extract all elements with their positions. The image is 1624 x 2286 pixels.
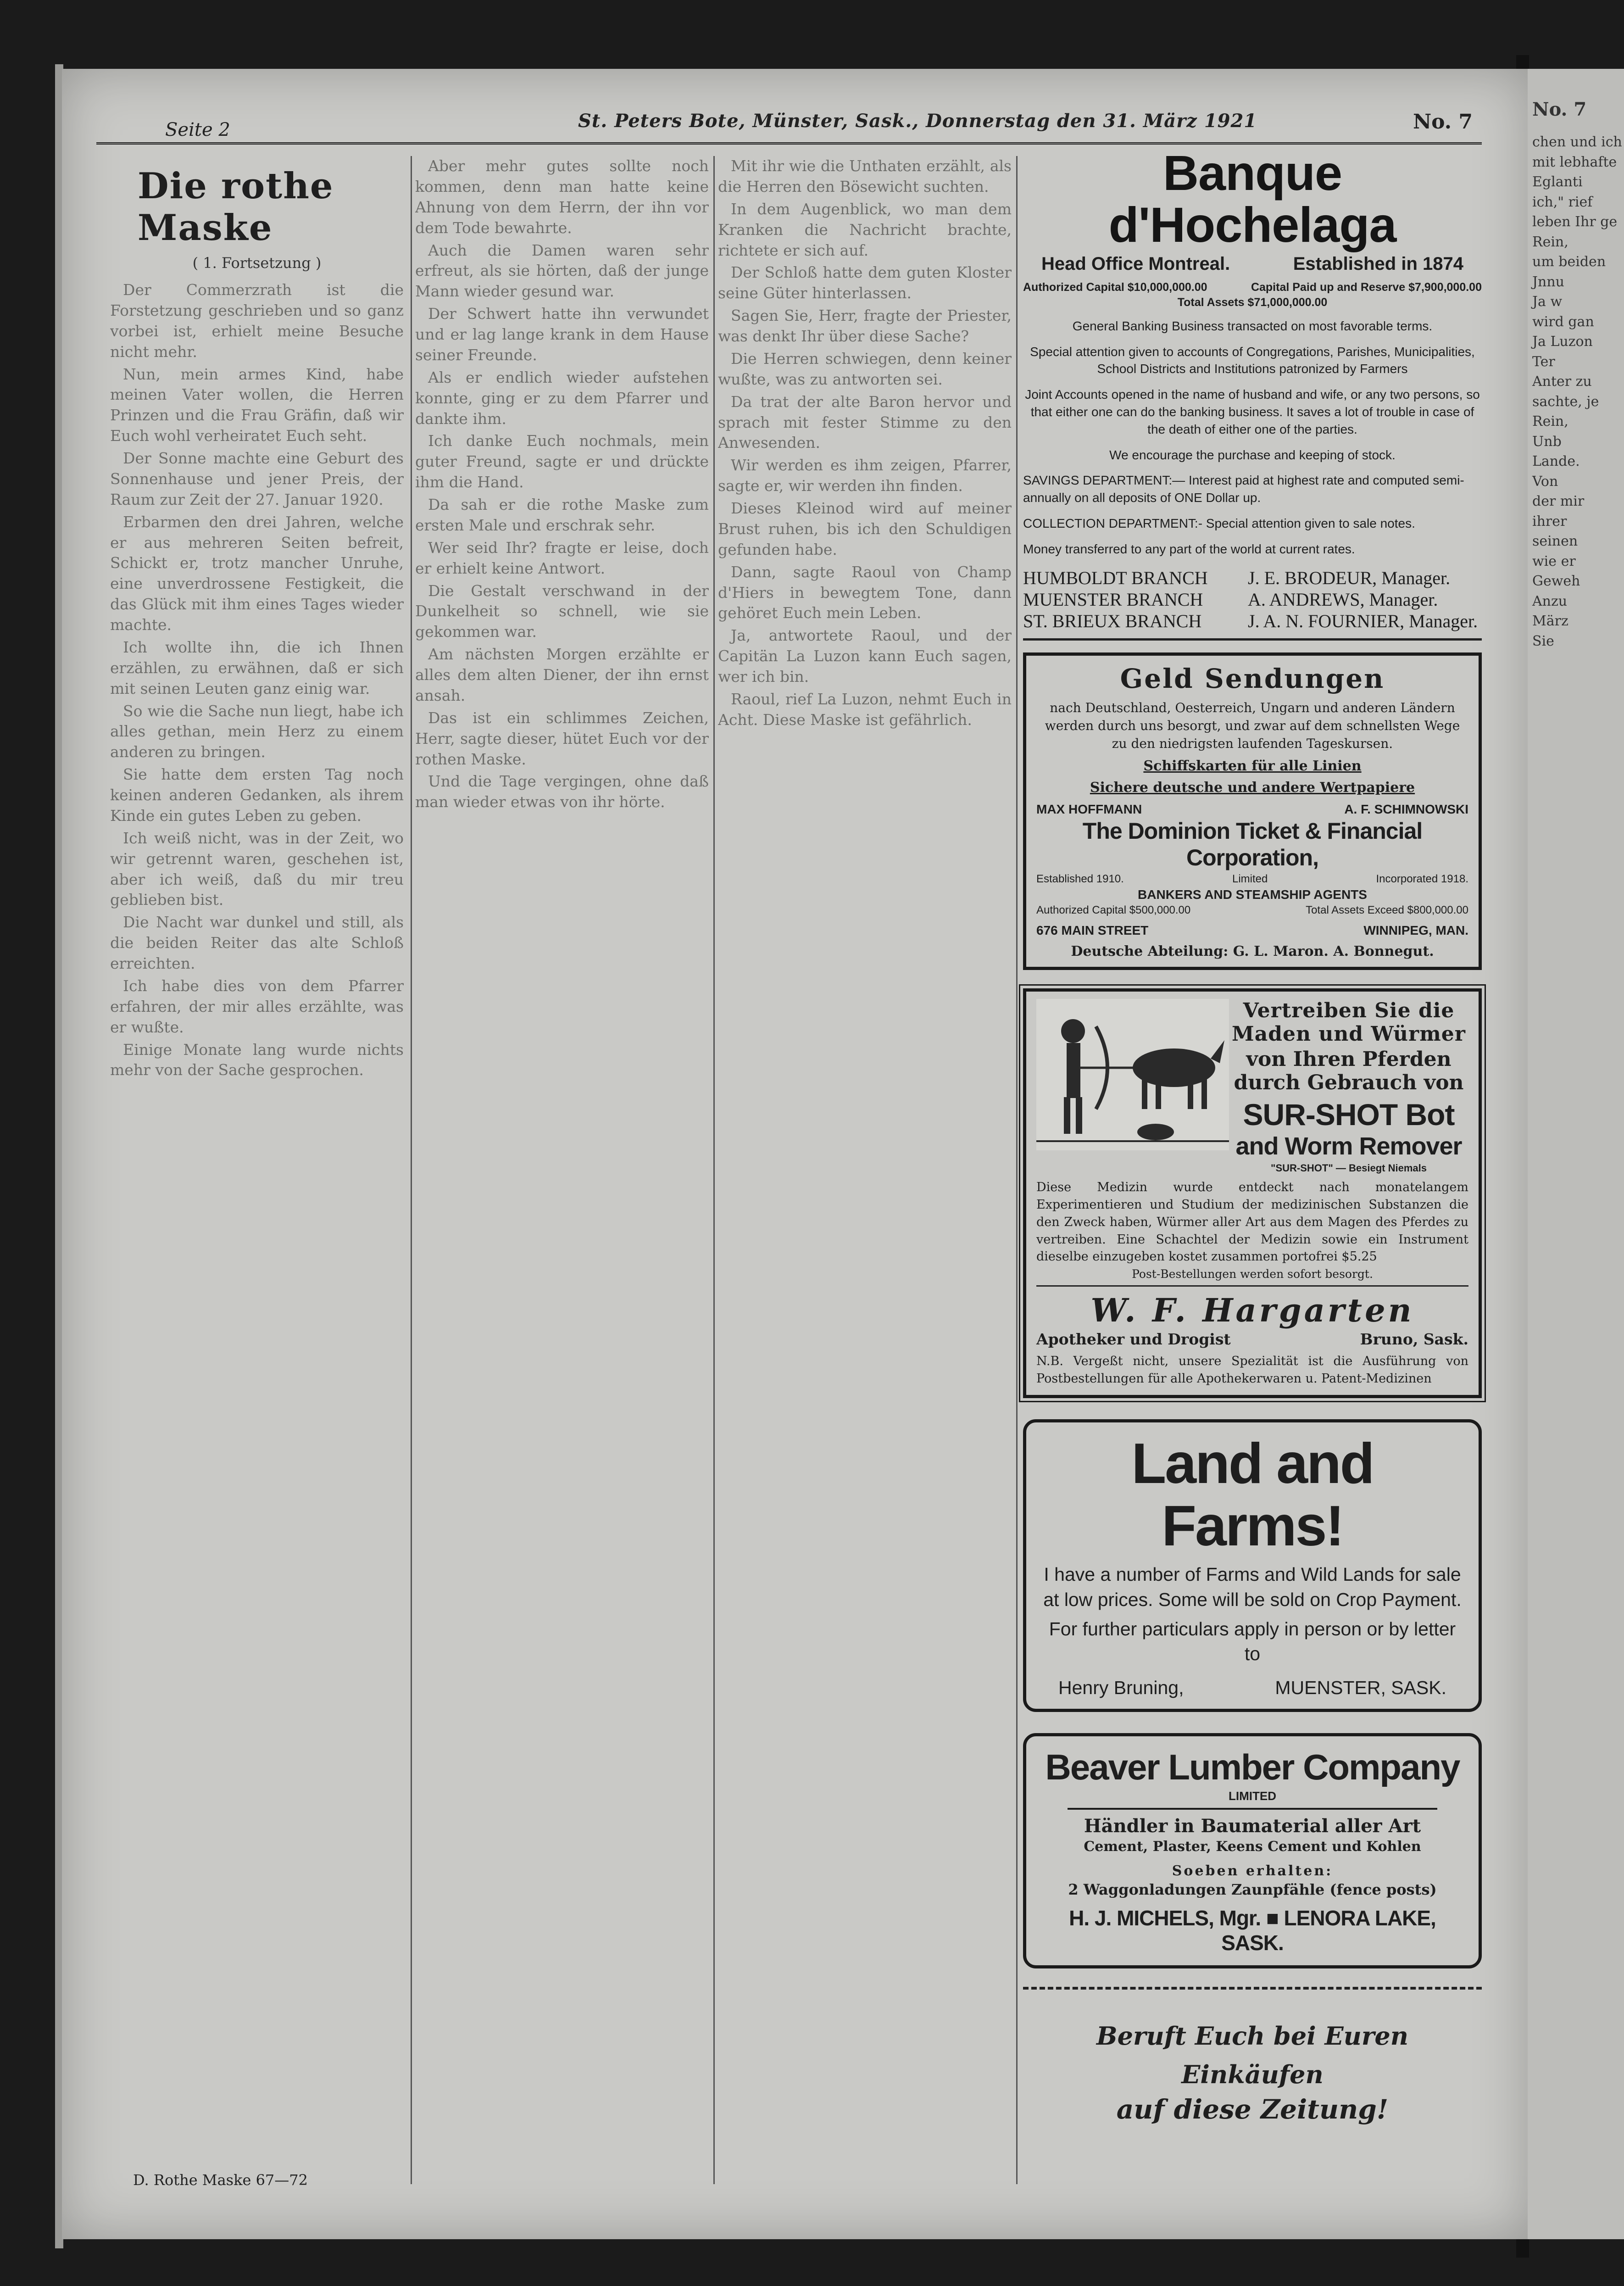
branch-manager: J. A. N. FOURNIER, Manager. (1248, 610, 1478, 631)
seller-place: Bruno, Sask. (1360, 1330, 1468, 1349)
paragraph: Mit ihr wie die Unthaten erzählt, als die Herren den Bösewicht suchten. (718, 157, 1012, 195)
surshot-line-2: von Ihren Pferden durch Gebrauch von (1234, 1048, 1464, 1095)
beaver-title: Beaver Lumber Company (1045, 1746, 1460, 1787)
surshot-header (1036, 999, 1468, 1174)
story-title: Die rothe Maske (138, 165, 334, 249)
next-page-fragment-line: Sie (1532, 633, 1554, 649)
story-subtitle: ( 1. Fortsetzung ) (192, 254, 322, 272)
geld-agents: BANKERS AND STEAMSHIP AGENTS (1138, 887, 1367, 902)
bank-title: Banque d'Hochelaga (1108, 145, 1396, 253)
paragraph: Der Sonne machte eine Geburt des Sonnenhause und jener Preis, der Raum zur Zeit der 27. Januar 1920. (110, 449, 404, 508)
paragraph: So wie die Sache nun liegt, habe ich alles gethan, mein Herz zu einem anderen zu bringen. (110, 702, 404, 761)
next-page-fragment-line: Geweh (1532, 573, 1580, 589)
geld-address: 676 MAIN STREET (1036, 923, 1149, 938)
page-label: Seite 2 (165, 119, 230, 140)
paragraph: Erbarmen den drei Jahren, welche er aus mehreren Seiten befreit, Schickt er, trotz mancher Unruhe, eine unverdrossene Festigkeit, die das Glück mit ihm eines Tages wieder machte. (110, 513, 404, 634)
paragraph: Ich wollte ihn, die ich Ihnen erzählen, zu erwähnen, daß er sich mit seinen Leuten ganz einig war. (110, 638, 404, 697)
surshot-note: Post-Bestellungen werden sofort besorgt. (1132, 1267, 1373, 1281)
seller-row (1036, 1330, 1468, 1348)
beaver-lumber-ad (1023, 1733, 1482, 1968)
geld-established: Established 1910. (1036, 873, 1124, 886)
issue-number: No. 7 (1413, 110, 1473, 134)
next-page-fragment-line: Ja w (1532, 294, 1563, 310)
surshot-tagline: "SUR-SHOT" — Besiegt Niemals (1271, 1162, 1427, 1174)
text-column-3 (718, 156, 1012, 2193)
branch-name: ST. BRIEUX BRANCH (1023, 610, 1202, 631)
surshot-headline (1229, 999, 1468, 1174)
paragraph: Wir werden es ihm zeigen, Pfarrer, sagte er, wir werden ihn finden. (718, 456, 1012, 495)
land-title: Land and Farms! (1131, 1432, 1374, 1558)
branch-name: MUENSTER BRANCH (1023, 589, 1203, 610)
bank-established: Established in 1874 (1293, 253, 1463, 274)
next-page-fragment-line: mit lebhafte (1532, 154, 1617, 170)
paragraph: Da trat der alte Baron hervor und sprach mit fester Stimme zu den Anwesenden. (718, 392, 1012, 452)
bank-text: Special attention given to accounts of Congregations, Parishes, Municipalities, School Districts and Institutions patronized by Farmers (1030, 344, 1475, 376)
advertisements-column (1023, 147, 1482, 2125)
geld-est-row (1036, 873, 1468, 886)
horse-illustration (1036, 999, 1229, 1150)
next-page-fragments (1532, 132, 1624, 651)
beaver-limited: LIMITED (1229, 1789, 1276, 1803)
branch-manager: A. ANDREWS, Manager. (1248, 589, 1438, 610)
land-name: Henry Bruning, (1058, 1677, 1184, 1698)
masthead (96, 110, 1482, 145)
column-1-paragraphs (110, 280, 404, 1081)
next-page-fragment-line: ihrer (1532, 513, 1567, 530)
paragraph: Raoul, rief La Luzon, nehmt Euch in Acht. Diese Maske ist gefährlich. (718, 690, 1012, 729)
paragraph: Nun, mein armes Kind, habe meinen Vater wollen, die Herren Prinzen und die Frau Gräfin, daß wir Euch wohl verheiratet Euch seht. (110, 365, 404, 445)
paragraph: Das ist ein schlimmes Zeichen, Herr, sagte dieser, hütet Euch vor der rothen Maske. (415, 708, 709, 768)
branch-manager: J. E. BRODEUR, Manager. (1248, 567, 1451, 588)
bank-branch (1023, 567, 1482, 589)
paragraph: In dem Augenblick, wo man dem Kranken die Nachricht brachte, richtete er sich auf. (718, 200, 1012, 259)
bank-capital-authorized: Authorized Capital $10,000,000.00 (1023, 280, 1207, 294)
paragraph: Sagen Sie, Herr, fragte der Priester, was denkt Ihr über diese Sache? (718, 307, 1012, 345)
horse-archer-icon (1036, 999, 1229, 1150)
paragraph: Da sah er die rothe Maske zum ersten Male und erschrak sehr. (415, 496, 709, 534)
bank-text: Joint Accounts opened in the name of husband and wife, or any two persons, so that either one can do the banking business. It saves a lot of trouble in case of the death of either one of the parties. (1025, 387, 1480, 436)
paragraph: Ich weiß nicht, was in der Zeit, wo wir getrennt waren, geschehen ist, aber ich weiß, daß du mir treu geblieben bist. (110, 829, 404, 909)
beruft-line-2: auf diese Zeitung! (1116, 2094, 1389, 2125)
next-page-fragment-line: Unb (1532, 433, 1562, 450)
next-page-fragment-line: leben Ihr ge (1532, 214, 1618, 230)
paragraph: Einige Monate lang wurde nichts mehr von der Sache gesprochen. (110, 1040, 404, 1079)
paragraph: Die Herren schwiegen, denn keiner wußte, was zu antworten sei. (718, 349, 1012, 388)
text-column-2 (415, 156, 709, 2193)
bank-text: We encourage the purchase and keeping of stock. (1109, 447, 1396, 462)
next-page-fragment-line: Ter (1532, 353, 1555, 370)
paragraph: Ich danke Euch nochmals, mein guter Freund, sagte er und drückte ihm die Hand. (415, 432, 709, 491)
geld-address-row (1036, 923, 1468, 938)
geld-title: Geld Sendungen (1120, 663, 1385, 694)
next-page-issue: No. 7 (1532, 99, 1587, 120)
land-place: MUENSTER, SASK. (1275, 1677, 1446, 1698)
seller-name: W. F. Hargarten (1090, 1291, 1414, 1330)
column-rule (1016, 156, 1018, 2184)
bank-branches (1023, 567, 1482, 632)
paragraph: Und die Tage vergingen, ohne daß man wieder etwas von ihr hörte. (415, 772, 709, 811)
bank-total-assets: Total Assets $71,000,000.00 (1177, 296, 1328, 309)
next-page-fragment-line: ich," rief (1532, 194, 1593, 210)
geld-text: nach Deutschland, Oesterreich, Ungarn und anderen Ländern werden durch uns besorgt, und zwar auf dem schnellsten Wege zu den niedrigsten laufenden Tageskursen. (1045, 700, 1460, 751)
beaver-line-1: Händler in Baumaterial aller Art (1084, 1815, 1421, 1837)
paragraph: Am nächsten Morgen erzählte er alles dem alten Diener, der ihn ernst ansah. (415, 645, 709, 704)
land-text: I have a number of Farms and Wild Lands for sale at low prices. Some will be sold on Crop Payment. (1043, 1564, 1462, 1610)
paragraph: Dann, sagte Raoul von Champ d'Hiers in bewegtem Tone, dann gehöret Euch mein Leben. (718, 563, 1012, 622)
next-page-fragment-line: Von (1532, 473, 1558, 490)
geld-capital-authorized: Authorized Capital $500,000.00 (1036, 904, 1191, 917)
paragraph: Die Gestalt verschwand in der Dunkelheit so schnell, wie sie gekommen war. (415, 581, 709, 641)
geld-limited: Limited (1232, 873, 1268, 886)
beruft-line-1: Beruft Euch bei Euren Einkäufen (1096, 2021, 1408, 2089)
next-page-fragment-line: Anzu (1532, 593, 1568, 609)
bank-text: Money transferred to any part of the world at current rates. (1023, 541, 1355, 556)
paragraph: Sie hatte dem ersten Tag noch keinen anderen Gedanken, als ihrem Kinde ein gutes Leben zu geben. (110, 765, 404, 825)
land-signature (1040, 1677, 1465, 1699)
bank-capital-paid: Capital Paid up and Reserve $7,900,000.00 (1251, 280, 1482, 294)
story-footer: D. Rothe Maske 67—72 (133, 2171, 308, 2189)
paragraph: Auch die Damen waren sehr erfreut, als sie hörten, daß der junge Mann wieder gesund war. (415, 241, 709, 301)
geld-names (1036, 802, 1468, 817)
next-page-fragment-line: wie er (1532, 553, 1576, 569)
paragraph: Ich habe dies von dem Pfarrer erfahren, der mir alles erzählte, was er wußte. (110, 976, 404, 1036)
seller-trade: Apotheker und Drogist (1036, 1330, 1231, 1349)
bank-text: General Banking Business transacted on most favorable terms. (1072, 318, 1433, 333)
geld-name-left: MAX HOFFMANN (1036, 802, 1142, 817)
paragraph: Der Schloß hatte dem guten Kloster seine Güter hinterlassen. (718, 263, 1012, 302)
paragraph: Aber mehr gutes sollte noch kommen, denn man hatte keine Ahnung von dem Herrn, der ihn vor dem Tode bewahrte. (415, 157, 709, 237)
geld-department: Deutsche Abteilung: G. L. Maron. A. Bonnegut. (1071, 943, 1434, 960)
next-page-fragment-line: Rein, (1532, 413, 1568, 429)
beaver-line-5: H. J. MICHELS, Mgr. ■ LENORA LAKE, SASK. (1069, 1906, 1436, 1955)
paragraph: Der Commerzrath ist die Forstetzung geschrieben und so ganz vorbei ist, erhielt meine Besuche nicht mehr. (110, 281, 404, 361)
next-page-fragment-line: wird gan (1532, 313, 1594, 330)
next-page-fragment-line: Anter zu (1532, 374, 1592, 390)
land-text-2: For further particulars apply in person or by letter to (1049, 1618, 1456, 1664)
beaver-line-2: Cement, Plaster, Keens Cement und Kohlen (1084, 1838, 1421, 1855)
surshot-product-2: and Worm Remover (1235, 1132, 1462, 1160)
surshot-product: SUR-SHOT Bot (1243, 1098, 1455, 1132)
divider (1023, 1987, 1482, 1990)
bank-branch (1023, 589, 1482, 610)
next-page-fragment-line: Lande. (1532, 453, 1580, 469)
surshot-footer: N.B. Vergeßt nicht, unsere Spezialität ist die Ausführung von Postbestellungen für alle Apothekerwaren u. Patent-Medizinen (1036, 1354, 1468, 1386)
paragraph: Der Schwert hatte ihn verwundet und er lag lange krank in dem Hause seiner Freunde. (415, 305, 709, 364)
next-page-fragment-line: sachte, je (1532, 393, 1599, 410)
surshot-ad (1023, 988, 1482, 1398)
next-page-fragment-line: Ja Luzon (1532, 334, 1593, 350)
next-page-column (1532, 96, 1624, 651)
geld-line-2: Sichere deutsche und andere Wertpapiere (1090, 780, 1415, 796)
geld-capital-row (1036, 904, 1468, 917)
beaver-line-4: 2 Waggonladungen Zaunpfähle (fence posts) (1068, 1880, 1437, 1898)
branch-name: HUMBOLDT BRANCH (1023, 567, 1208, 588)
bank-branch (1023, 610, 1482, 632)
next-page-fragment (1528, 69, 1624, 2239)
bank-text: COLLECTION DEPARTMENT:- Special attention given to sale notes. (1023, 516, 1415, 530)
next-page-fragment-line: Eglanti (1532, 174, 1583, 190)
paragraph: Ja, antwortete Raoul, und der Capitän La Luzon kann Euch sagen, wer ich bin. (718, 626, 1012, 686)
next-page-fragment-line: Jnnu (1532, 273, 1564, 290)
paragraph: Wer seid Ihr? fragte er leise, doch er erhielt keine Antwort. (415, 538, 709, 577)
next-page-fragment-line: Rein, (1532, 234, 1568, 250)
next-page-fragment-line: der mir (1532, 493, 1585, 509)
geld-name-right: A. F. SCHIMNOWSKI (1344, 802, 1468, 817)
publication-line: St. Peters Bote, Münster, Sask., Donnerstag den 31. März 1921 (578, 110, 1257, 132)
text-column-1 (110, 156, 404, 2193)
paragraph: Dieses Kleinod wird auf meiner Brust ruhen, bis ich den Schuldigen gefunden habe. (718, 499, 1012, 558)
surshot-line-1: Vertreiben Sie die Maden und Würmer (1232, 999, 1466, 1046)
column-3-paragraphs (718, 156, 1012, 730)
paragraph: Als er endlich wieder aufstehen konnte, ging er zu dem Pfarrer und dankte ihm. (415, 368, 709, 428)
column-rule (411, 156, 412, 2184)
next-page-fragment-line: März (1532, 613, 1568, 629)
geld-sendungen-ad (1023, 652, 1482, 970)
surshot-body: Diese Medizin wurde entdeckt nach monatelangem Experimentieren und Studium der medizinischen Substanzen die den Zweck haben, Würmer aller Art aus dem Magen des Pferdes zu vertreiben. Eine Schachtel der Medizin sowie ein Instrument dieselbe einzugeben kostet zusammen portofrei $5.25 (1036, 1180, 1468, 1264)
beaver-line-3: Soeben erhalten: (1172, 1862, 1333, 1879)
paragraph: Die Nacht war dunkel und still, als die beiden Reiter das alte Schloß erreichten. (110, 913, 404, 972)
bank-office-row (1023, 254, 1482, 274)
next-page-fragment-line: chen und ich (1532, 134, 1622, 150)
geld-city: WINNIPEG, MAN. (1363, 923, 1468, 938)
bank-ad (1023, 147, 1482, 641)
bank-text: SAVINGS DEPARTMENT:— Interest paid at highest rate and computed semi-annually on all deposits of ONE Dollar up. (1023, 473, 1464, 505)
column-rule (713, 156, 715, 2184)
geld-capital-total: Total Assets Exceed $800,000.00 (1306, 904, 1468, 917)
geld-line-1: Schiffskarten für alle Linien (1143, 758, 1362, 775)
divider (1023, 638, 1482, 641)
divider (1068, 1808, 1437, 1810)
land-farms-ad (1023, 1419, 1482, 1712)
bank-head-office: Head Office Montreal. (1041, 253, 1230, 274)
bank-capital-row (1023, 281, 1482, 294)
next-page-fragment-line: um beiden (1532, 254, 1606, 270)
column-2-paragraphs (415, 156, 709, 813)
geld-incorporated: Incorporated 1918. (1376, 873, 1468, 886)
geld-company: The Dominion Ticket & Financial Corporation, (1082, 818, 1423, 871)
divider (1036, 1285, 1468, 1287)
next-page-fragment-line: seinen (1532, 533, 1578, 549)
